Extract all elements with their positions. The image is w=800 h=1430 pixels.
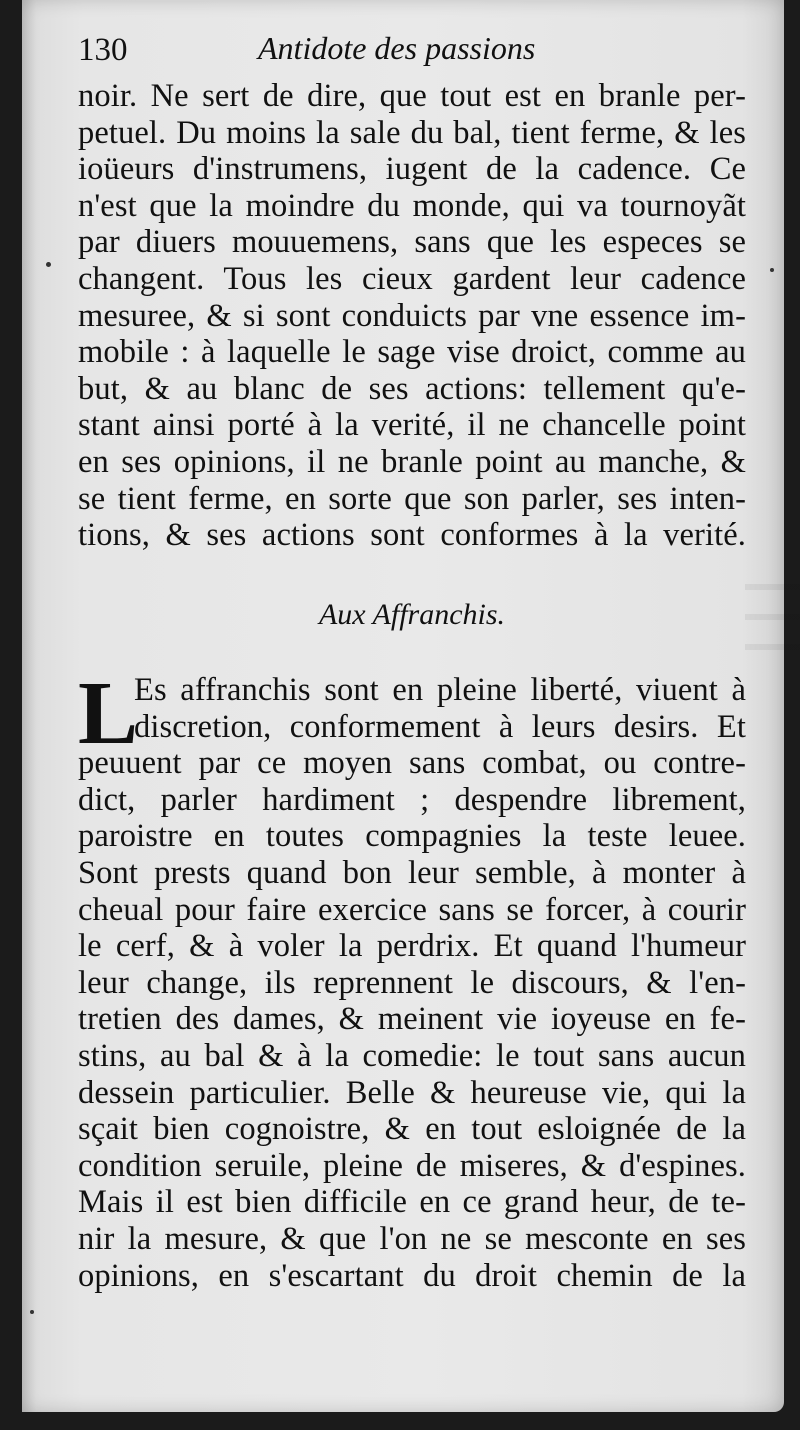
text-line: condition seruile, pleine de miseres, & d'espines. bbox=[78, 1147, 746, 1184]
text-line: tions, & ses actions sont conformes à la verité. bbox=[78, 517, 746, 554]
text-line: stant ainsi porté à la verité, il ne chancelle point bbox=[78, 407, 746, 444]
text-line: dessein particulier. Belle & heureuse vie, qui la bbox=[78, 1074, 746, 1111]
text-line: par diuers mouuemens, sans que les especes se bbox=[78, 224, 746, 261]
text-line: se tient ferme, en sorte que son parler, ses inten- bbox=[78, 480, 746, 517]
section-heading: Aux Affranchis. bbox=[318, 598, 506, 631]
ink-speck bbox=[46, 262, 51, 267]
text-line: Mais il est bien difficile en ce grand heur, de te- bbox=[78, 1184, 746, 1221]
text-line: Es affranchis sont en pleine liberté, viuent à bbox=[134, 672, 746, 708]
text-line: cheual pour faire exercice sans se forcer, à courir bbox=[78, 891, 746, 928]
page-number: 130 bbox=[78, 32, 128, 68]
text-line: ioüeurs d'instrumens, iugent de la cadence. Ce bbox=[78, 151, 746, 188]
drop-capital: L bbox=[78, 664, 139, 763]
text-line: mesuree, & si sont conduicts par vne essence im- bbox=[78, 297, 746, 334]
text-line: leur change, ils reprennent le discours, & l'en- bbox=[78, 964, 746, 1001]
text-line: le cerf, & à voler la perdrix. Et quand l'humeur bbox=[78, 928, 746, 965]
running-title: Antidote des passions bbox=[258, 30, 536, 66]
ink-speck bbox=[30, 1310, 34, 1314]
text-line: nir la mesure, & que l'on ne se mesconte en ses bbox=[78, 1221, 746, 1257]
text-line: Sont prests quand bon leur semble, à monter à bbox=[78, 855, 746, 891]
ink-speck bbox=[770, 268, 774, 272]
text-line: dict, parler hardiment ; despendre librement, bbox=[78, 781, 746, 818]
text-line: petuel. Du moins la sale du bal, tient ferme, & les bbox=[78, 114, 746, 151]
text-line: but, & au blanc de ses actions: tellement qu'e- bbox=[78, 370, 746, 407]
text-line: tretien des dames, & meinent vie ioyeuse en fe- bbox=[78, 1001, 746, 1038]
text-line: mobile : à laquelle le sage vise droict, comme au bbox=[78, 334, 746, 371]
text-line: changent. Tous les cieux gardent leur cadence bbox=[78, 261, 746, 297]
text-line: discretion, conformement à leurs desirs. Et bbox=[134, 708, 746, 745]
text-line: paroistre en toutes compagnies la teste leuee. bbox=[78, 818, 746, 855]
text-line: peuuent par ce moyen sans combat, ou contre- bbox=[78, 745, 746, 782]
bleed-through-shadow bbox=[745, 560, 800, 650]
page-header bbox=[78, 30, 698, 74]
text-line: opinions, en s'escartant du droit chemin de la bbox=[78, 1257, 746, 1294]
text-line: en ses opinions, il ne branle point au manche, & bbox=[78, 444, 746, 480]
text-line: n'est que la moindre du monde, qui va tournoyãt bbox=[78, 187, 746, 224]
text-line: noir. Ne sert de dire, que tout est en branle per- bbox=[78, 78, 746, 114]
text-line: stins, au bal & à la comedie: le tout sans aucun bbox=[78, 1038, 746, 1074]
text-line: sçait bien cognoistre, & en tout esloignée de la bbox=[78, 1111, 746, 1148]
